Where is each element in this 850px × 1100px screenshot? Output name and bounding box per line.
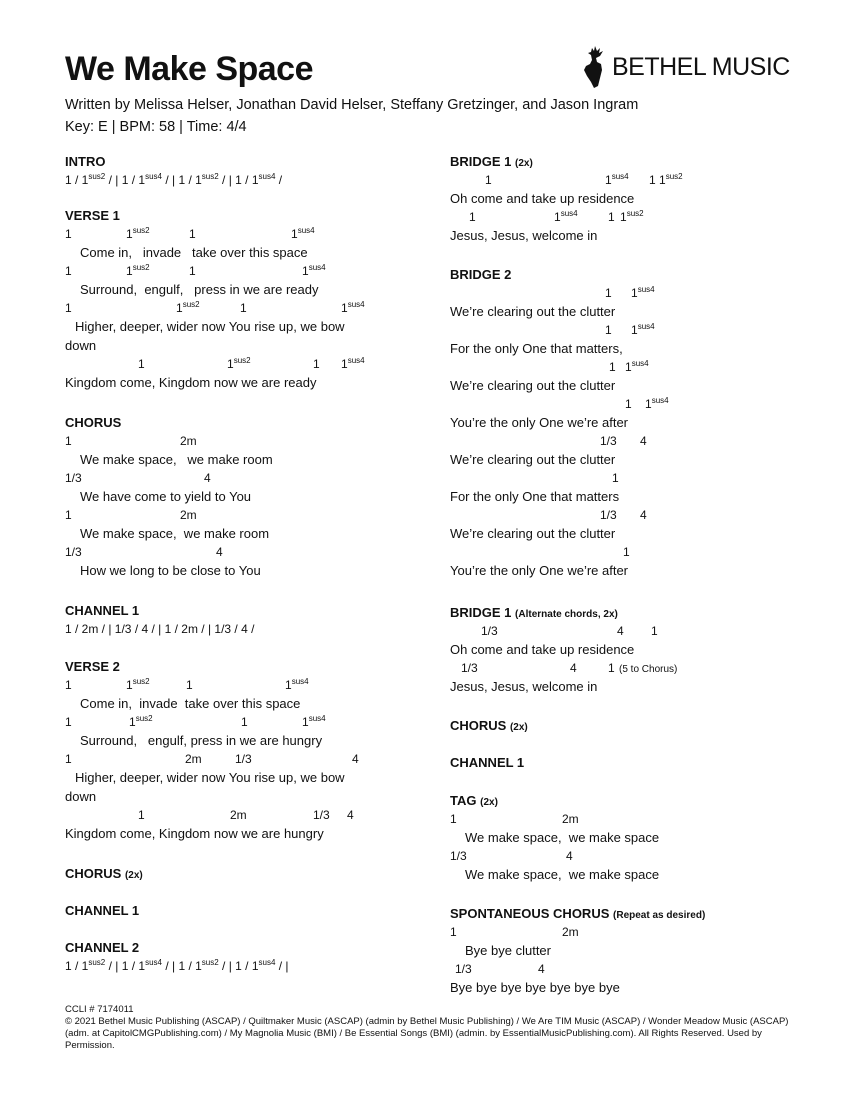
section-channel-1 — [450, 754, 820, 772]
chord-line: 1 2m — [65, 508, 197, 522]
section-title: CHANNEL 1 — [65, 603, 140, 618]
chord-progression: 1 / 2m / | 1/3 / 4 / | 1 / 2m / | 1/3 / 4 / — [65, 622, 255, 636]
deer-head-icon — [578, 44, 608, 90]
section-title: CHORUS — [65, 415, 122, 430]
lyric-line: You’re the only One we’re after — [450, 415, 629, 430]
section-chorus — [65, 414, 435, 580]
lyric-line: For the only One that matters, — [450, 341, 623, 356]
chord-note: (5 to Chorus) — [619, 664, 678, 675]
chord-line: 1 $1^{sus4}$ 1 $1^{sus2}$ — [469, 209, 644, 224]
lyric-line: You’re the only One we’re after — [450, 563, 629, 578]
lyric-line: Bye bye clutter — [465, 943, 551, 958]
brand-name: BETHEL MUSIC — [612, 52, 790, 81]
lyric-line: We make space, we make space — [465, 830, 660, 845]
chord-line: 1 $1^{sus4}$ — [605, 322, 655, 337]
song-title: We Make Space — [65, 50, 314, 88]
lyric-line: Higher, deeper, wider now You rise up, we bow — [75, 319, 345, 334]
song-writers: Written by Melissa Helser, Jonathan David Helser, Steffany Gretzinger, and Jason Ingram — [65, 97, 639, 113]
section-title: CHORUS (2x) — [450, 718, 528, 733]
section-title: BRIDGE 1 (2x) — [450, 154, 533, 169]
lyric-line: Jesus, Jesus, welcome in — [450, 228, 598, 243]
section-bridge-1-alternate — [450, 604, 820, 696]
lyric-line: We’re clearing out the clutter — [450, 452, 616, 467]
chord-progression: $1 / 1^{sus2}$ / | $1 / 1^{sus4}$ / | $1 / 1^{sus2}$ / | $1 / 1^{sus4}$ / — [65, 172, 283, 187]
lyric-line: For the only One that matters — [450, 489, 620, 504]
lyric-line: Oh come and take up residence — [450, 642, 635, 657]
chord-line: 1 $1^{sus2}$ 1 $1^{sus4}$ — [65, 677, 309, 692]
chord-line: 1 2m — [450, 925, 579, 939]
section-title: CHANNEL 1 — [450, 755, 525, 770]
section-chorus-2x — [65, 865, 435, 883]
section-tag — [450, 792, 820, 884]
lyric-line: Kingdom come, Kingdom now we are hungry — [65, 826, 324, 841]
chord-line: 1/3 4 1 — [481, 624, 658, 638]
lyric-line: Higher, deeper, wider now You rise up, we bow — [75, 770, 345, 785]
lyric-line: We make space, we make room — [80, 452, 273, 467]
chord-line: 1 — [612, 471, 619, 485]
lyric-line: Come in, invade take over this space — [80, 245, 308, 260]
bethel-music-logo — [578, 44, 790, 90]
chord-line: 1/3 4 — [600, 434, 647, 448]
lyric-line: Surround, engulf, press in we are hungry — [80, 733, 323, 748]
lyric-line: Surround, engulf, press in we are ready — [80, 282, 319, 297]
section-title: CHORUS (2x) — [65, 866, 143, 881]
lyric-line: We make space, we make room — [80, 526, 270, 541]
section-title: CHANNEL 1 — [65, 903, 140, 918]
section-title: VERSE 1 — [65, 208, 120, 223]
copyright-notice: © 2021 Bethel Music Publishing (ASCAP) / Quiltmaker Music (ASCAP) (admin by Bethel Music Publishing) / We Are TIM Music (ASCAP) / Wonder Meadow Music (ASCAP) (adm. at CapitolCMGPublishing.com) / My Magnolia Music (BMI) / Be Essential Songs (BMI) (admin. by EssentialMusicPublishing.com). All Rights Reserved. Used by Permission. — [65, 1016, 789, 1051]
lyric-line: How we long to be close to You — [80, 563, 261, 578]
section-verse-1 — [65, 207, 435, 392]
lyric-line: We’re clearing out the clutter — [450, 304, 616, 319]
section-title: VERSE 2 — [65, 659, 120, 674]
chord-line: 1 2m — [65, 434, 197, 448]
ccli-number: CCLI # 7174011 — [65, 1004, 134, 1015]
section-intro — [65, 153, 435, 190]
lyric-line: We have come to yield to You — [80, 489, 252, 504]
chord-line: 1/3 4 1 (5 to Chorus) — [461, 661, 678, 675]
section-spontaneous-chorus — [450, 905, 820, 997]
section-bridge-2 — [450, 266, 820, 580]
lyric-line: We’re clearing out the clutter — [450, 526, 616, 541]
section-title: TAG (2x) — [450, 793, 498, 808]
chord-line: 1/3 4 — [600, 508, 647, 522]
chord-line: 1/3 4 — [455, 962, 545, 976]
lyric-line: Bye bye bye bye bye bye bye — [450, 980, 620, 995]
section-channel-1-repeat — [65, 902, 435, 920]
section-title: SPONTANEOUS CHORUS (Repeat as desired) — [450, 906, 706, 921]
lyric-line: We’re clearing out the clutter — [450, 378, 616, 393]
section-chorus-2x — [450, 717, 820, 735]
lyric-line: Kingdom come, Kingdom now we are ready — [65, 375, 317, 390]
chord-line: 1 $1^{sus2}$ 1 $1^{sus4}$ — [138, 356, 365, 371]
chord-line: 1 $1^{sus4}$ 1 $1^{sus2}$ — [485, 172, 683, 187]
chord-line: 1 $1^{sus4}$ — [605, 285, 655, 300]
copyright-footer — [65, 1004, 807, 1052]
chord-line: 1/3 4 — [65, 545, 223, 559]
lyric-line: Jesus, Jesus, welcome in — [450, 679, 598, 694]
lyric-line: down — [65, 789, 97, 804]
section-channel-2 — [65, 939, 435, 976]
chord-line: 1 — [623, 545, 630, 559]
chord-line: 1 $1^{sus2}$ 1 $1^{sus4}$ — [65, 714, 326, 729]
chord-line: 1 $1^{sus4}$ — [609, 359, 649, 374]
chord-line: 1/3 4 — [450, 849, 573, 863]
section-title: BRIDGE 2 — [450, 267, 512, 282]
chord-line: 1 $1^{sus4}$ — [625, 396, 669, 411]
section-title: CHANNEL 2 — [65, 940, 140, 955]
chord-progression: $1 / 1^{sus2}$ / | $1 / 1^{sus4}$ / | $1 / 1^{sus2}$ / | $1 / 1^{sus4}$ / | — [65, 958, 289, 973]
chord-line: 1 $1^{sus2}$ 1 $1^{sus4}$ — [65, 263, 326, 278]
chord-line: 1 2m 1/3 4 — [65, 752, 359, 766]
lyric-line: We make space, we make space — [465, 867, 660, 882]
section-verse-2 — [65, 658, 435, 843]
section-bridge-1 — [450, 153, 820, 245]
chord-line: 1/3 4 — [65, 471, 211, 485]
section-title: INTRO — [65, 154, 106, 169]
lyric-line: down — [65, 338, 97, 353]
section-channel-1 — [65, 602, 435, 639]
lyric-line: Oh come and take up residence — [450, 191, 635, 206]
chord-line: 1 2m 1/3 4 — [138, 808, 354, 822]
section-title: BRIDGE 1 (Alternate chords, 2x) — [450, 605, 618, 620]
song-key-line: Key: E | BPM: 58 | Time: 4/4 — [65, 119, 247, 135]
chord-line: 1 $1^{sus2}$ 1 $1^{sus4}$ — [65, 226, 315, 241]
chord-line: 1 2m — [450, 812, 579, 826]
lyric-line: Come in, invade take over this space — [80, 696, 301, 711]
chord-line: 1 $1^{sus2}$ 1 $1^{sus4}$ — [65, 300, 365, 315]
